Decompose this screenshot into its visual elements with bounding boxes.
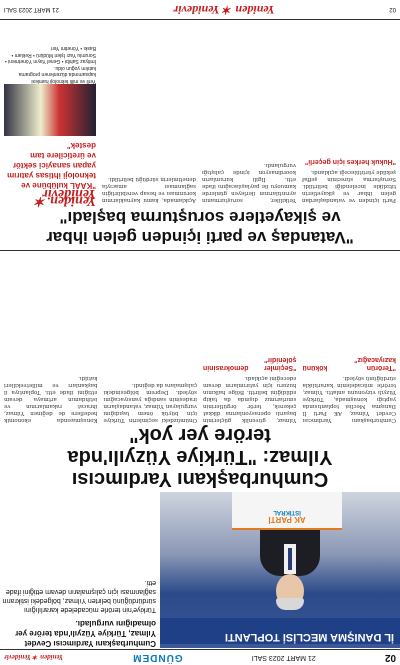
podium <box>232 492 342 530</box>
column-text: Konuşmasında ekonomik hedeflere de değinen Yılmaz, ihracat rakamlarının ve istihdamın artmaya devam ettiğini ifade etti. Toplantıya il başkanları ve milletvekilleri katıldı. <box>4 375 98 423</box>
footer-brand-logo: Yeniden ✶ Yenidevir <box>173 3 275 17</box>
box-brand-logo: Yeniden ✶ Yenidevir <box>34 186 96 208</box>
column-text: Yetkililer, soruşturmanın ayrıntılarının ilerleyen günlerde kamuoyu ile paylaşılacağını ifade etti. İlgili kurumların koordinasyon içinde çalıştığı vurgulandı. <box>202 162 296 203</box>
article-column <box>303 253 397 423</box>
column-text: Önümüzdeki seçimlerin Türkiye için büyük önem taşıdığını vurgulayan Yılmaz, vatandaşların iradesinin sandığa yansıyacağını söyledi. Deprem bölgesindeki çalışmalara da değindi. <box>103 382 197 423</box>
column-subhead: "Seçimler demokrasinin şölenidir" <box>203 356 297 371</box>
article-column <box>203 253 297 423</box>
page-header <box>0 649 400 665</box>
side-story-body: Türkiye'nin terörle mücadelede kararlılığını sürdürdüğünü belirten Yılmaz, bölgedeki istikrarın sağlanması için çalışmaların devam ettiğini ifade etti. <box>2 579 156 613</box>
headline-line-2: Yılmaz: "Türkiye Yüzyılı'nda <box>67 446 333 468</box>
box-photo <box>4 84 96 136</box>
side-story-lead: Cumhurbaşkanı Yardımcısı Cevdet Yılmaz, Türkiye Yüzyılı'nda teröre yer olmadığını vurguladı. <box>15 619 156 648</box>
column-text: Açıklamada, kamu kaynaklarının korunması ve hesap verebilirliğin sağlanması amacıyla denetimlerin sürdüğü belirtildi. <box>102 176 196 203</box>
article-column <box>104 253 198 423</box>
footer-date: 21 MART 2023 SALI <box>4 6 59 13</box>
column-text: Cumhurbaşkanı Yardımcısı Cevdet Yılmaz, AK Parti İl Danışma Meclisi toplantısında yaptığı konuşmada, Türkiye Yüzyılı vizyonunu anlattı. Yılmaz, terörle mücadelenin kararlılıkla sürdüğünü söyledi. <box>302 375 396 423</box>
second-headline-line-1: "Vatandaş ve parti içinden gelen ihbar <box>46 228 354 247</box>
main-headline <box>0 426 400 490</box>
main-photo <box>160 492 400 648</box>
column-subhead: "Terörün kökünü kazıyacağız" <box>302 356 396 371</box>
column-text: Parti içinden ve vatandaşlardan gelen ihbar ve şikayetlerin titizlikle incelendiği belirtildi. Soruşturma sürecinin şeffaf şekilde yürütüleceği açıklandı. <box>302 169 396 203</box>
box-quote: "KAAL kulübüne ve teknoloji ihtisas yatırım yapan sanayici sektör ve üreticilere tam destek" <box>7 141 96 190</box>
header-date: 21 MART 2023 SALI <box>251 654 316 661</box>
imprint: İmtiyaz Sahibi • Genel Yayın Yönetmeni • Sorumlu Yazı İşleri Müdürü • Reklam • Baskı • Yönetim Yeri <box>4 45 96 65</box>
article-column <box>202 23 296 203</box>
second-headline <box>0 207 400 247</box>
side-box <box>4 23 96 208</box>
column-subhead: "Hukuk herkes için geçerli" <box>304 158 396 165</box>
brand-logo: Yeniden ✶ Yenidevir <box>4 653 64 662</box>
article-columns <box>0 253 400 423</box>
page-number: 02 <box>384 652 396 663</box>
headline-line-1: Cumhurbaşkanı Yardımcısı <box>71 468 329 490</box>
headline-line-3: teröre yer yok" <box>129 424 271 446</box>
section-divider <box>0 250 400 251</box>
second-story-columns <box>0 23 400 208</box>
side-story <box>2 492 156 648</box>
page-footer <box>0 0 400 20</box>
article-column <box>4 253 98 423</box>
second-headline-line-2: ve şikayetlere soruşturma başladı" <box>59 208 341 227</box>
section-label: GÜNDEM <box>132 652 183 663</box>
article-column <box>302 23 396 203</box>
box-caption: Yerli ve milli teknoloji hamlesi kapsamında düzenlenen programa katılım yoğun oldu. <box>18 65 96 84</box>
footer-page-number: 02 <box>389 6 396 13</box>
photo-banner: İL DANIŞMA MECLİSİ TOPLANTI <box>160 618 400 644</box>
column-text: Yılmaz, güvenlik güçlerinin başarılı operasyonlarına dikkat çekerek, terör örgütlerinin sınırlarımız dışında da takip edildiğini belirtti. Bölge halkının huzuru için yatırımların devam edeceğini açıkladı. <box>203 375 297 423</box>
podium-text: AK PARTİ <box>268 515 306 524</box>
article-column <box>102 23 196 203</box>
podium-subtext: İSTİKRAL <box>273 509 301 515</box>
